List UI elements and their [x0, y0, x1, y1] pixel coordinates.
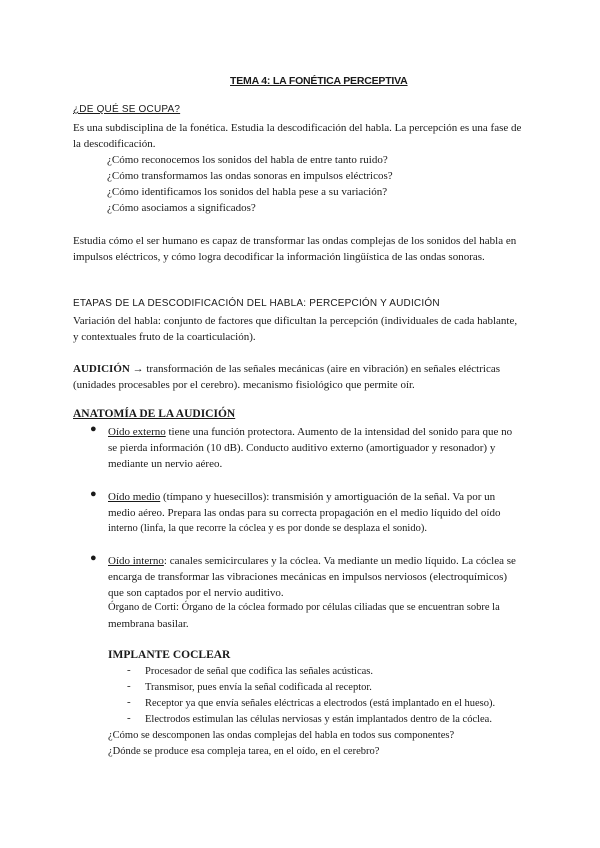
paragraph-line-2: impulsos eléctricos, y cómo logra decodificar la información lingüística de las ondas sonoras. — [73, 251, 485, 263]
audicion-definition: → transformación de las señales mecánicas (aire en vibración) en señales eléctricas — [129, 363, 501, 375]
oido-externo-line-2: se pierda información (10 dB). Conducto auditivo externo (amortiguador y resonador) y — [108, 442, 496, 454]
oido-externo-term: Oído externo — [108, 426, 166, 438]
implant-heading: IMPLANTE COCLEAR — [108, 649, 231, 661]
oido-medio-line-2: medio aéreo. Prepara las ondas para su correcta propagación en el medio líquido del oído — [108, 507, 501, 519]
question-2: ¿Cómo transformamos las ondas sonoras en impulsos eléctricos? — [107, 170, 393, 182]
dash-icon: - — [127, 696, 131, 708]
oido-interno-line-1 — [108, 553, 516, 569]
dash-icon: - — [127, 664, 131, 676]
section-heading-etapas: ETAPAS DE LA DESCODIFICACIÓN DEL HABLA: PERCEPCIÓN Y AUDICIÓN — [73, 298, 440, 309]
page-title: TEMA 4: LA FONÉTICA PERCEPTIVA — [230, 75, 408, 87]
oido-interno-text: : canales semicirculares y la cóclea. Va mediante un medio líquido. La cóclea se — [163, 555, 516, 567]
oido-medio-line-1 — [108, 489, 495, 505]
bullet-icon: ● — [90, 423, 97, 435]
oido-medio-term: Oído medio — [108, 491, 161, 503]
implant-item-1: Procesador de señal que codifica las señales acústicas. — [145, 666, 373, 677]
implant-item-2: Transmisor, pues envía la señal codificada al receptor. — [145, 682, 372, 693]
question-3: ¿Cómo identificamos los sonidos del habla pese a su variación? — [107, 186, 388, 198]
audicion-term: AUDICIÓN — [73, 363, 130, 375]
dash-icon: - — [127, 680, 131, 692]
intro-line-2: la descodificación. — [73, 138, 156, 150]
oido-externo-text: tiene una función protectora. Aumento de la intensidad del sonido para que no — [165, 426, 513, 438]
dash-icon: - — [127, 712, 131, 724]
audicion-line-2: (unidades procesables por el cerebro). mecanismo fisiológico que permite oír. — [73, 379, 415, 391]
implant-item-4: Electrodos estimulan las células nerviosas y están implantados dentro de la cóclea. — [145, 714, 492, 725]
anatomy-heading: ANATOMÍA DE LA AUDICIÓN — [73, 408, 236, 420]
oido-interno-line-2: encarga de transformar las vibraciones mecánicas en impulsos nerviosos (electroquímicos) — [108, 571, 508, 583]
paragraph-line-1: Estudia cómo el ser humano es capaz de transformar las ondas complejas de los sonidos del habla en — [73, 235, 517, 247]
audicion-line-1 — [73, 361, 500, 377]
question-4: ¿Cómo asociamos a significados? — [107, 202, 256, 214]
question-1: ¿Cómo reconocemos los sonidos del habla de entre tanto ruido? — [107, 154, 388, 166]
implant-question-1: ¿Cómo se descomponen las ondas complejas del habla en todos sus componentes? — [108, 730, 455, 741]
bullet-icon: ● — [90, 552, 97, 564]
oido-medio-line-3: interno (linfa, la que recorre la cóclea y es por donde se desplaza el sonido). — [108, 523, 427, 534]
oido-interno-line-3: que son captados por el nervio auditivo. — [108, 587, 284, 599]
variacion-line-2: y contextuales fruto de la coarticulación). — [73, 331, 256, 343]
oido-interno-term: Oído interno — [108, 555, 164, 567]
section-heading-ocupa: ¿DE QUÉ SE OCUPA? — [73, 104, 181, 115]
corti-line-1: Órgano de Corti: Órgano de la cóclea formado por células ciliadas que se encuentran sobre la — [108, 602, 500, 613]
implant-question-2: ¿Dónde se produce esa compleja tarea, en el oído, en el cerebro? — [108, 746, 380, 757]
oido-externo-line-1 — [108, 424, 512, 440]
oido-medio-text: (tímpano y huesecillos): transmisión y amortiguación de la señal. Va por un — [160, 491, 496, 503]
corti-line-2: membrana basilar. — [108, 618, 189, 630]
intro-line-1: Es una subdisciplina de la fonética. Estudia la descodificación del habla. La percepción es una fase de — [73, 122, 522, 134]
variacion-line-1: Variación del habla: conjunto de factores que dificultan la percepción (individuales de cada hablante, — [73, 315, 518, 327]
oido-externo-line-3: mediante un nervio aéreo. — [108, 458, 223, 470]
bullet-icon: ● — [90, 488, 97, 500]
implant-item-3: Receptor ya que envía señales eléctricas a electrodos (está implantado en el hueso). — [145, 698, 496, 709]
